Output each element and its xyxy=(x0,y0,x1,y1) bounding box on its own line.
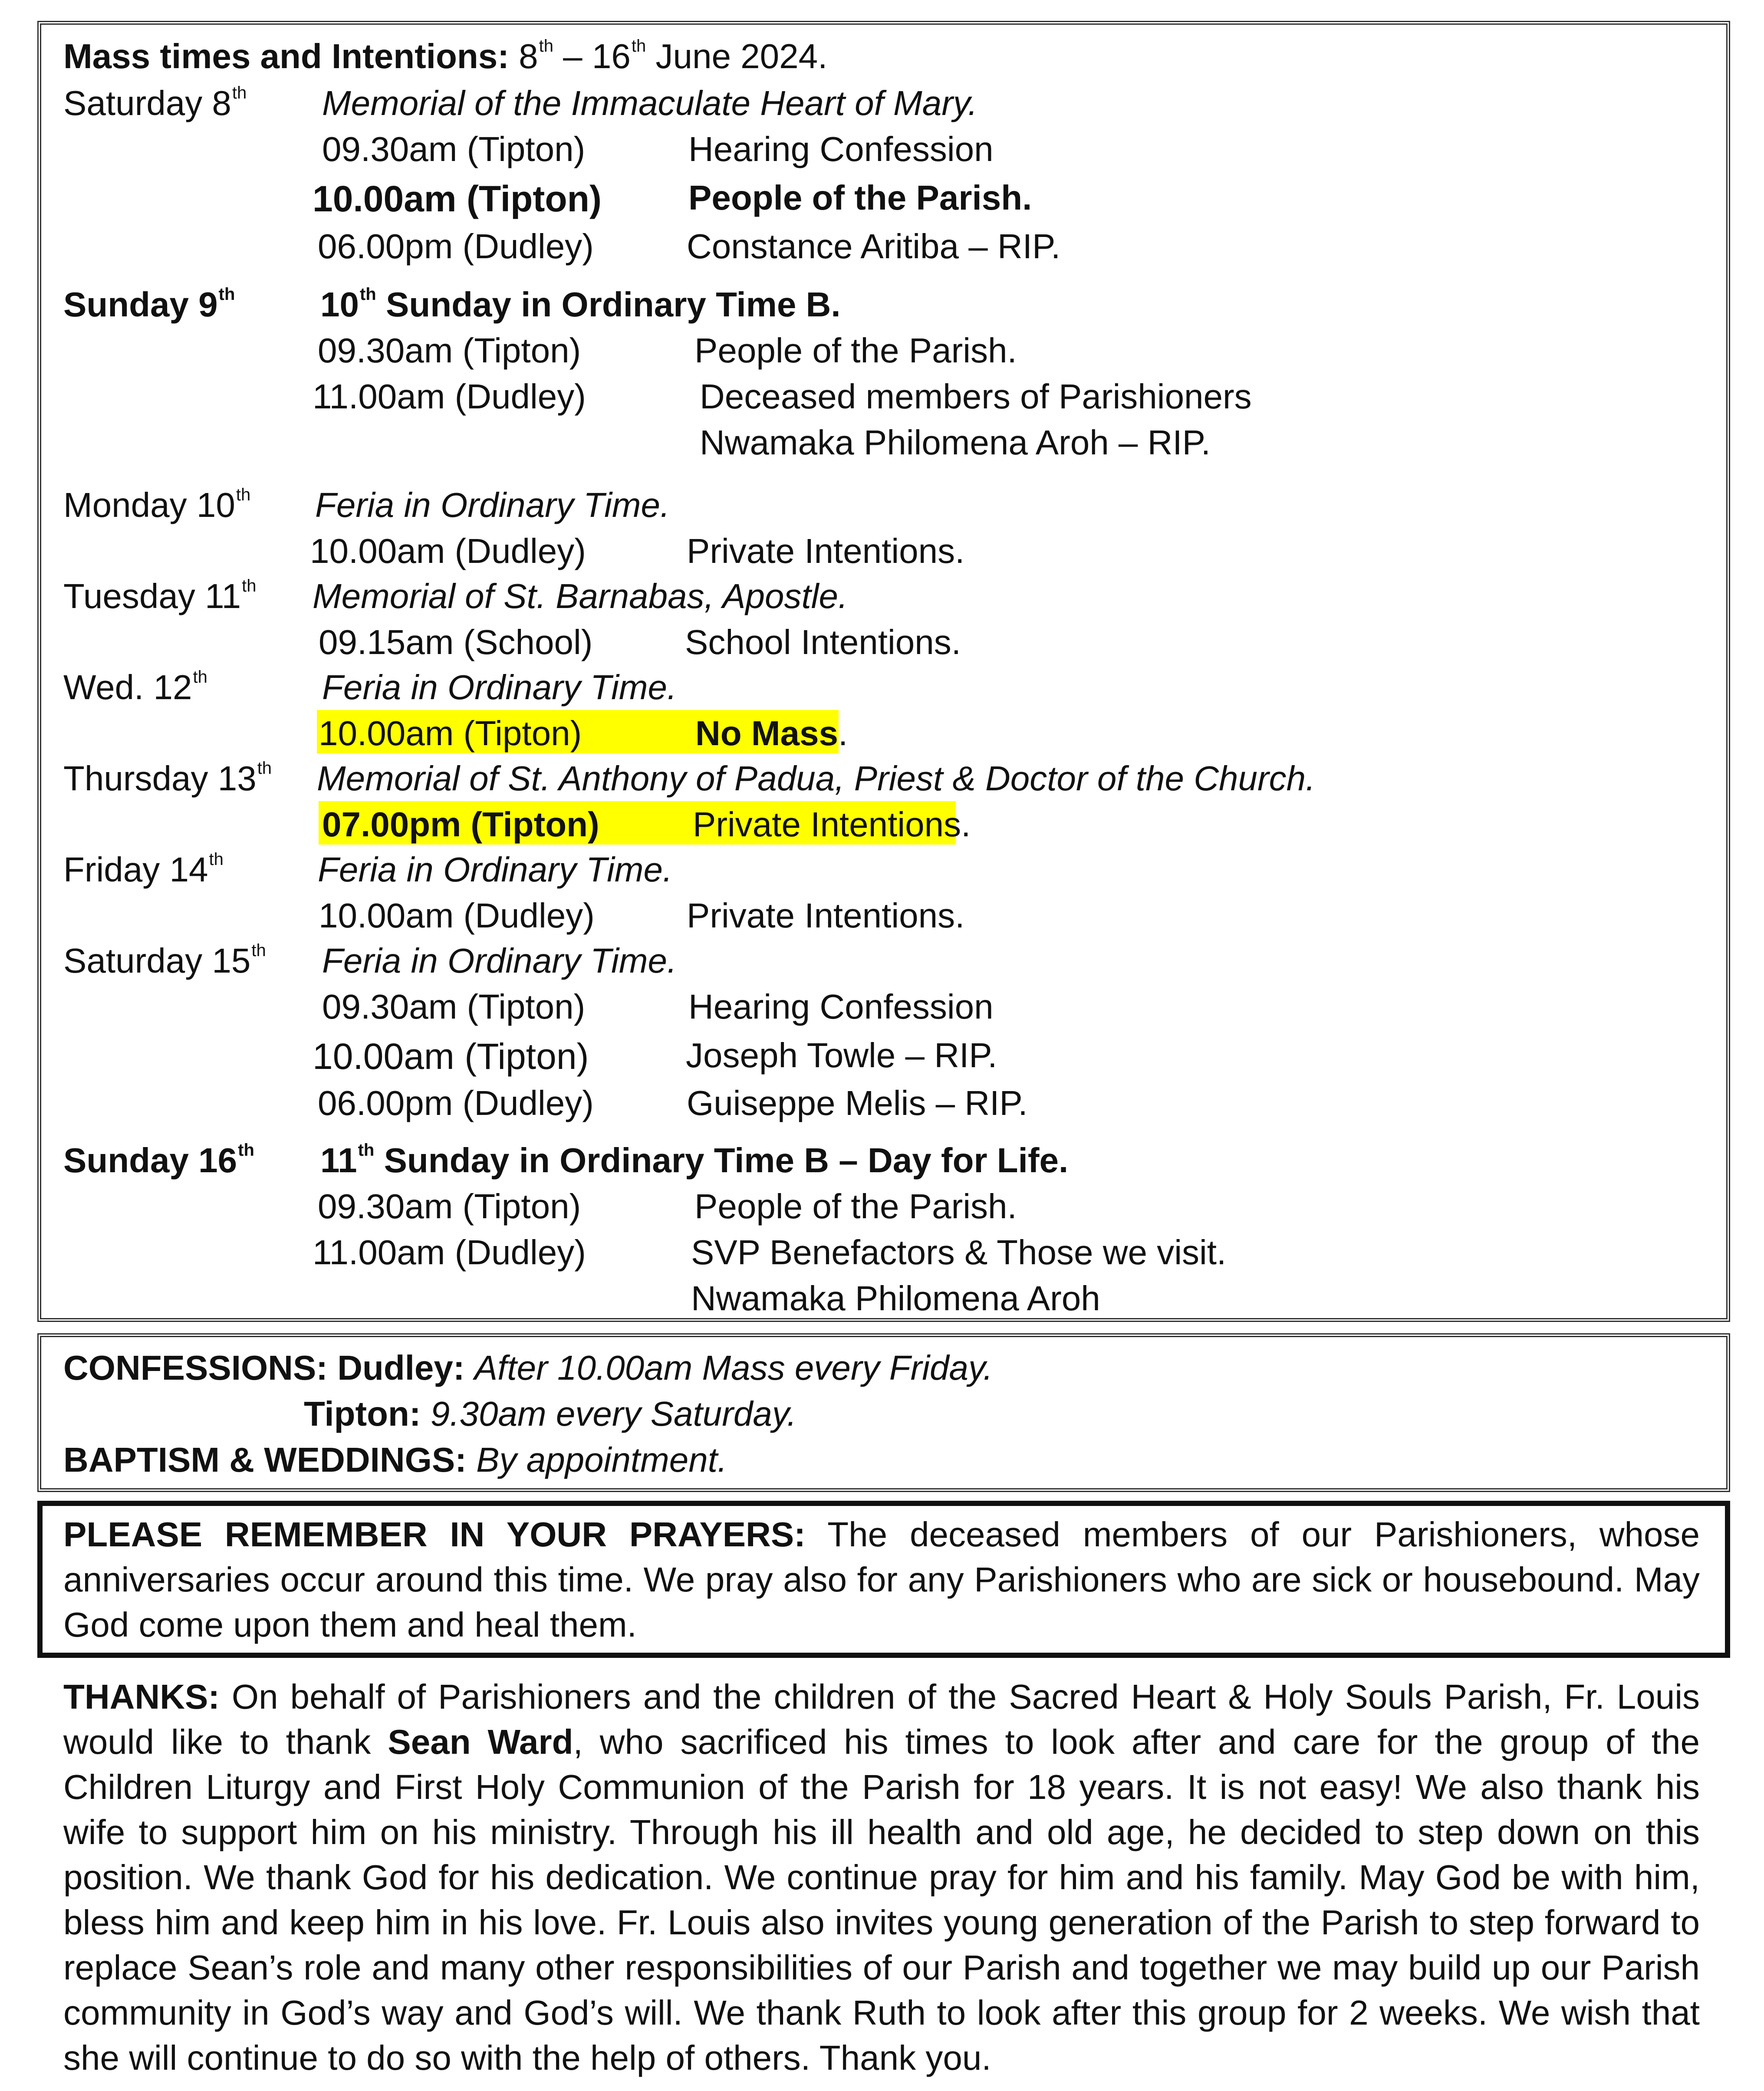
day-label: Friday 14th xyxy=(63,850,224,889)
baptism-label: BAPTISM & WEDDINGS: xyxy=(63,1440,467,1479)
dudley-label: Dudley: xyxy=(337,1348,465,1387)
feast-title: 11th Sunday in Ordinary Time B – Day for Life. xyxy=(320,1141,1069,1180)
mass-intention: Private Intentions. xyxy=(687,896,965,935)
mass-intention: Nwamaka Philomena Aroh xyxy=(691,1279,1100,1318)
mass-intention: Deceased members of Parishioners xyxy=(700,377,1252,416)
mass-time: 10.00am (Dudley) xyxy=(319,896,595,935)
mass-intention: School Intentions. xyxy=(685,623,961,661)
day-label: Saturday 8th xyxy=(63,83,247,122)
day-label: Wed. 12th xyxy=(63,667,207,707)
thanks-text-1: On behalf of Parishioners and the children of the Sacred Heart & Holy Souls Parish, Fr. Louis would like to thank xyxy=(63,1677,1700,1761)
tipton-label: Tipton: xyxy=(304,1394,421,1433)
mass-intention: Hearing Confession xyxy=(688,130,994,168)
mass-time: 07.00pm (Tipton) xyxy=(322,805,599,844)
day-label: Monday 10th xyxy=(63,485,251,524)
mass-time: 06.00pm (Dudley) xyxy=(318,227,594,266)
mass-intention: No Mass. xyxy=(695,714,848,753)
mass-intention: Hearing Confession xyxy=(688,987,994,1026)
mass-time: 09.30am (Tipton) xyxy=(322,987,586,1026)
mass-heading-line xyxy=(63,36,828,76)
feast-title: Memorial of St. Barnabas, Apostle. xyxy=(313,577,848,615)
mass-intention: People of the Parish. xyxy=(694,331,1017,370)
mass-intention: Guiseppe Melis – RIP. xyxy=(687,1084,1028,1122)
mass-time: 11.00am (Dudley) xyxy=(313,377,586,416)
mass-intention: People of the Parish. xyxy=(694,1187,1017,1226)
feast-title: Memorial of St. Anthony of Padua, Priest & Doctor of the Church. xyxy=(317,759,1316,798)
baptism-text: By appointment. xyxy=(476,1440,727,1479)
mass-time: 10.00am (Tipton) xyxy=(319,714,582,753)
mass-intention: Nwamaka Philomena Aroh – RIP. xyxy=(700,423,1211,462)
mass-intention: People of the Parish. xyxy=(688,178,1032,217)
mass-intention: Constance Aritiba – RIP. xyxy=(687,227,1061,266)
day-label: Thursday 13th xyxy=(63,759,272,798)
confessions-label: CONFESSIONS: xyxy=(63,1348,328,1387)
feast-title: Feria in Ordinary Time. xyxy=(315,486,670,524)
mass-heading: Mass times and Intentions: xyxy=(63,37,509,76)
tipton-line xyxy=(304,1394,797,1433)
mass-time: 10.00am (Tipton) xyxy=(313,178,602,219)
mass-intention: Private Intentions. xyxy=(687,532,965,570)
mass-time: 11.00am (Dudley) xyxy=(313,1233,586,1272)
mass-time: 09.30am (Tipton) xyxy=(322,130,586,168)
prayers-paragraph xyxy=(63,1512,1700,1647)
thanks-paragraph xyxy=(63,1674,1700,2081)
feast-title: Feria in Ordinary Time. xyxy=(318,850,673,889)
feast-title: 10th Sunday in Ordinary Time B. xyxy=(320,285,841,324)
thanks-text-2: , who sacrificed his times to look after and care for the group of the Children Liturgy and First Holy Communion of the Parish for 18 years. It is not easy! We also thank his wife to support him on his ministry. Through his ill health and old age, he decided to step down on this position. We thank God for his dedication. We continue pray for him and his family. May God be with him, bless him and keep him in his love. Fr. Louis also invites young generation of the Parish to step forward to replace Sean’s role and many other responsibilities of our Parish and together we may build up our Parish community in God’s way and God’s will. We thank Ruth to look after this group for 2 weeks. We wish that she will continue to do so with the help of others. Thank you. xyxy=(63,1723,1700,2077)
day-label: Sunday 9th xyxy=(63,285,235,324)
tipton-text: 9.30am every Saturday. xyxy=(430,1394,797,1433)
mass-intention: Joseph Towle – RIP. xyxy=(686,1036,997,1075)
feast-title: Feria in Ordinary Time. xyxy=(322,941,677,980)
day-label: Saturday 15th xyxy=(63,941,266,980)
baptism-line xyxy=(63,1440,727,1479)
mass-intention: SVP Benefactors & Those we visit. xyxy=(691,1233,1227,1272)
mass-intention: Private Intentions. xyxy=(693,805,971,844)
mass-time: 09.15am (School) xyxy=(319,623,593,661)
thanks-label: THANKS: xyxy=(63,1677,220,1716)
mass-time: 06.00pm (Dudley) xyxy=(318,1084,594,1122)
mass-time: 09.30am (Tipton) xyxy=(318,1187,581,1226)
day-label: Tuesday 11th xyxy=(63,576,257,615)
confessions-line xyxy=(63,1348,993,1387)
dudley-text: After 10.00am Mass every Friday. xyxy=(474,1348,993,1387)
feast-title: Feria in Ordinary Time. xyxy=(322,668,677,707)
prayers-text: The deceased members of our Parishioners, whose anniversaries occur around this time. We pray also for any Parishioners who are sick or housebound. May God come upon them and heal them. xyxy=(63,1515,1700,1644)
mass-time: 10.00am (Dudley) xyxy=(310,532,586,570)
prayers-label: PLEASE REMEMBER IN YOUR PRAYERS: xyxy=(63,1515,806,1554)
mass-dates: 8th – 16th June 2024. xyxy=(519,36,828,76)
mass-time: 10.00am (Tipton) xyxy=(313,1036,589,1077)
mass-time: 09.30am (Tipton) xyxy=(318,331,581,370)
feast-title: Memorial of the Immaculate Heart of Mary. xyxy=(322,84,978,122)
day-label: Sunday 16th xyxy=(63,1141,254,1180)
thanks-name: Sean Ward xyxy=(388,1723,573,1761)
